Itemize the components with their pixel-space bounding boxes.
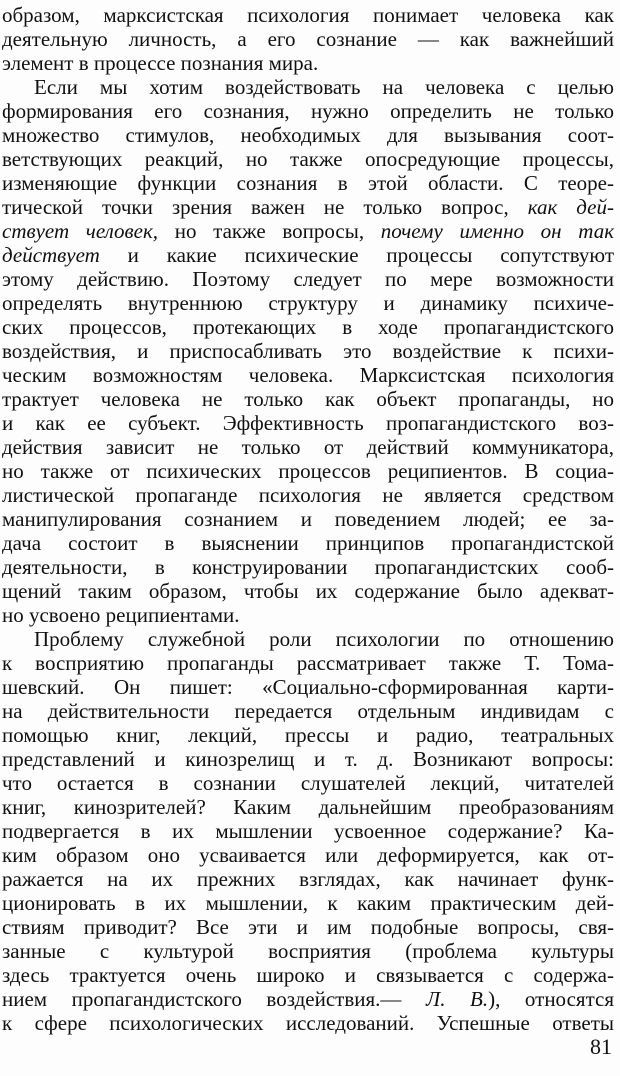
italic-initials: Л. В. (425, 987, 489, 1011)
text-line: определять внутреннюю структуру и динамику психиче- (2, 291, 614, 315)
text-line: подвергается в их мышлении усвоенное содержание? Ка- (2, 819, 614, 843)
text-line: трактует человека не только как объект пропаганды, но (2, 387, 614, 411)
text-line: занные с культурой восприятия (проблема культуры (2, 939, 614, 963)
text-line: ционировать в их мышлении, к каким практическим дей- (2, 891, 614, 915)
paragraph-start-line: Если мы хотим воздействовать на человека с целью (34, 75, 614, 99)
text-line-mixed (2, 987, 614, 1011)
text-line: представлений и кинозрелищ и т. д. Возникают вопросы: (2, 747, 614, 771)
text-segment: нием пропагандистского воздействия.— (2, 987, 426, 1011)
text-line: формирования его сознания, нужно определить не только (2, 99, 614, 123)
text-line: листической пропаганде психология не является средством (2, 483, 614, 507)
text-segment: но также вопросы, (174, 219, 365, 243)
text-line: воздействия, и приспосабливать это воздействие к психи- (2, 339, 614, 363)
text-line: помощью книг, лекций, прессы и радио, театральных (2, 723, 614, 747)
text-line: множество стимулов, необходимых для вызывания соот- (2, 123, 614, 147)
text-line: к сфере психологических исследований. Успешные ответы (2, 1011, 614, 1035)
text-line: ражается на их прежних взглядах, как начинает функ- (2, 867, 614, 891)
text-line: изменяющие функции сознания в этой области. С теоре- (2, 171, 614, 195)
text-line: но усвоено реципиентами. (2, 603, 240, 627)
page-number: 81 (590, 1034, 612, 1059)
text-line: ческим возможностям человека. Марксистская психология (2, 363, 614, 387)
text-line: ветствующих реакций, но также опосредующие процессы, (2, 147, 614, 171)
italic-segment: почему именно он так (380, 219, 615, 243)
text-line: деятельную личность, а его сознание — как важнейший (2, 27, 614, 51)
text-line: ким образом оно усваивается или деформируется, как от- (2, 843, 614, 867)
text-line: к восприятию пропаганды рассматривает также Т. Тома- (2, 651, 614, 675)
text-line: манипулирования сознанием и поведением людей; ее за- (2, 507, 614, 531)
text-line: и как ее субъект. Эффективность пропагандистского воз- (2, 411, 614, 435)
text-line-mixed (2, 243, 614, 267)
text-segment: ), относятся (488, 987, 614, 1011)
text-line: деятельности, в конструировании пропагандистских сооб- (2, 555, 614, 579)
text-line-mixed (2, 219, 614, 243)
text-line: дача состоит в выяснении принципов пропагандистской (2, 531, 614, 555)
text-line: но также от психических процессов реципиентов. В социа- (2, 459, 614, 483)
text-line: этому действию. Поэтому следует по мере возможности (2, 267, 614, 291)
text-segment: тической точки зрения важен не только вопрос, (2, 195, 509, 219)
italic-segment: как дей- (527, 195, 614, 219)
text-line: ствиям приводит? Все эти и им подобные вопросы, свя- (2, 915, 614, 939)
text-segment: и какие психические процессы сопутствуют (127, 243, 615, 267)
text-line: шевский. Он пишет: «Социально-сформированная карти- (2, 675, 614, 699)
text-line: ских процессов, протекающих в ходе пропагандистского (2, 315, 614, 339)
text-line: здесь трактуется очень широко и связывается с содержа- (2, 963, 614, 987)
text-line: на действительности передается отдельным индивидам с (2, 699, 614, 723)
text-line: действия зависит не только от действий коммуникатора, (2, 435, 614, 459)
italic-segment: действует (2, 243, 100, 267)
paragraph-start-line: Проблему служебной роли психологии по отношению (34, 627, 614, 651)
text-line: книг, кинозрителей? Каким дальнейшим преобразованиям (2, 795, 614, 819)
text-line: что остается в сознании слушателей лекций, читателей (2, 771, 614, 795)
text-line: элемент в процессе познания мира. (2, 51, 319, 75)
italic-segment: ствует человек, (2, 219, 159, 243)
text-line: образом, марксистская психология понимает человека как (2, 3, 614, 27)
text-line: щений таким образом, чтобы их содержание было адекват- (2, 579, 614, 603)
text-line-mixed (2, 195, 614, 219)
